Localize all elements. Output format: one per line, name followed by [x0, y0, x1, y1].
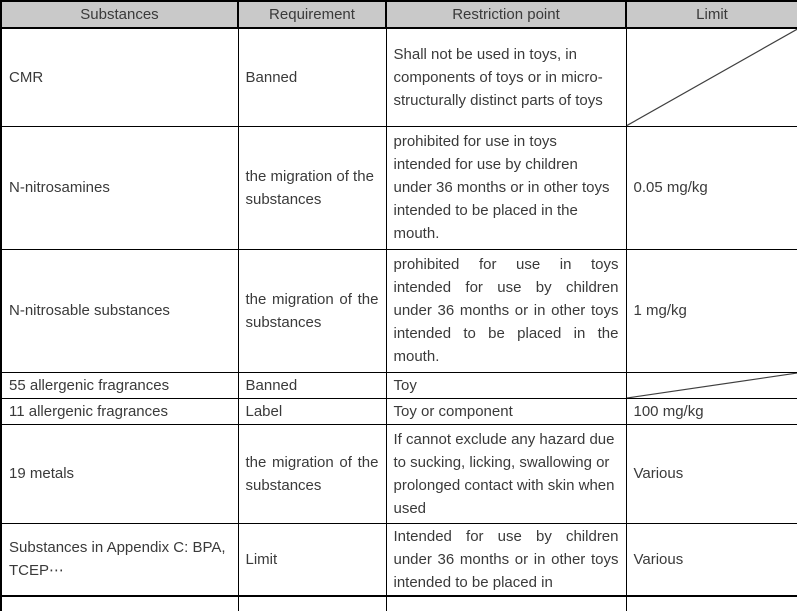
column-header-substances: Substances [1, 1, 238, 28]
cell-restriction: prohibited for use in toys intended for use by children under 36 months or in other toys intended to be placed in the mouth. [386, 126, 626, 249]
header-row [1, 1, 797, 28]
cell-limit: 100 mg/kg [626, 398, 797, 424]
diagonal-line-icon [627, 373, 797, 398]
cell-restriction: If cannot exclude any hazard due to sucking, licking, swallowing or prolonged contact with skin when used [386, 424, 626, 523]
cell-limit: 0.05 mg/kg [626, 126, 797, 249]
cell-substance: N-nitrosamines [1, 126, 238, 249]
cell-substance: 19 metals [1, 424, 238, 523]
cell-substance: 11 allergenic fragrances [1, 398, 238, 424]
cell-restriction: Toy or component [386, 398, 626, 424]
table-row-11-fragrances [1, 398, 797, 424]
table-row-appendix-c [1, 523, 797, 596]
cell-restriction: Intended for use by children under 36 months or in other toys intended to be placed in [386, 523, 626, 596]
table-row-55-fragrances [1, 372, 797, 398]
table-row-19-metals [1, 424, 797, 523]
cell-limit: Various [626, 424, 797, 523]
table-row-n-nitrosamines [1, 126, 797, 249]
cell-limit: 1 mg/kg [626, 249, 797, 372]
table-row-cmr [1, 28, 797, 126]
cell-restriction: Shall not be used in toys, in components of toys or in micro-structurally distinct parts of toys [386, 28, 626, 126]
cell-substance: CMR [1, 28, 238, 126]
cell-requirement [238, 596, 386, 611]
cell-substance [1, 596, 238, 611]
cell-restriction: Toy [386, 372, 626, 398]
cell-limit-not-applicable [626, 28, 797, 126]
cell-limit-not-applicable [626, 372, 797, 398]
cell-substance: Substances in Appendix C: BPA, TCEP⋯ [1, 523, 238, 596]
cell-substance: 55 allergenic fragrances [1, 372, 238, 398]
column-header-requirement: Requirement [238, 1, 386, 28]
cell-limit: Various [626, 523, 797, 596]
cell-restriction: prohibited for use in toys intended for use by children under 36 months or in other toys intended to be placed in the mouth. [386, 249, 626, 372]
table-row-n-nitrosable [1, 249, 797, 372]
cell-requirement: the migration of the substances [238, 424, 386, 523]
column-header-restriction-point: Restriction point [386, 1, 626, 28]
column-header-limit: Limit [626, 1, 797, 28]
cell-limit [626, 596, 797, 611]
cell-requirement: Label [238, 398, 386, 424]
cell-requirement: the migration of the substances [238, 126, 386, 249]
table-row-cutoff [1, 596, 797, 611]
cell-requirement: the migration of the substances [238, 249, 386, 372]
cell-restriction [386, 596, 626, 611]
diagonal-line-icon [627, 29, 797, 126]
cell-requirement: Banned [238, 372, 386, 398]
cell-substance: N-nitrosable substances [1, 249, 238, 372]
cell-requirement: Banned [238, 28, 386, 126]
cell-requirement: Limit [238, 523, 386, 596]
